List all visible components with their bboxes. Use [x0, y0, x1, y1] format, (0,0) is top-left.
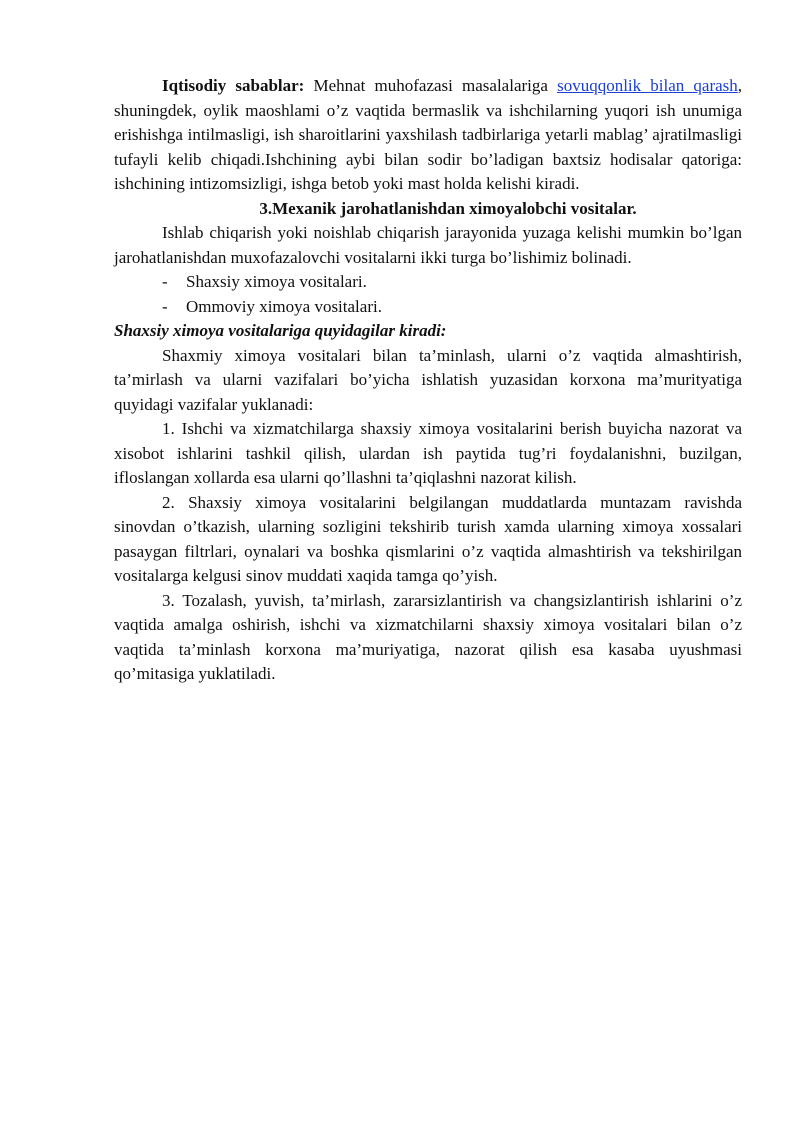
paragraph-text: , shuningdek, oylik maoshlami o’z vaqtida bermaslik va ishchilarning yuqori ish unumiga erishishga intilmasligi, ish sharoitlarini yaxshilash tadbirlariga yetarli mablag’ ajratilmasligi tufayli kelib chiqadi.Ishchining aybi bilan sodir bo’ladigan baxtsiz hodisalar qatoriga: ishchining intizomsizligi, ishga betob yoki mast holda kelishi kiradi.: [114, 76, 743, 193]
paragraph-protection-types: Ishlab chiqarish yoki noishlab chiqarish jarayonida yuzaga kelishi mumkin bo’lgan jarohatlanishdan muxofazalovchi vositalarni ikki turga bo’lishimiz bolinadi.: [114, 223, 742, 267]
numbered-item-1: 1. Ishchi va xizmatchilarga shaxsiy ximoya vositalarini berish buyicha nazorat va xisobot ishlarini tashkil qilish, ulardan ish paytida tug’ri foydalanishni, buzilgan, ifloslangan xollarda esa ularni qo’llashni ta’qiqlashni nazorat kilish.: [114, 419, 742, 487]
paragraph-duties-intro: Shaxmiy ximoya vositalari bilan ta’minlash, ularni o’z vaqtida almashtirish, ta’mirlash va ularni vazifalari bo’yicha ishlatish yuzasidan korxona ma’murityatiga quyidagi vazifalar yuklanadi:: [114, 345, 742, 414]
section-heading: 3.Mexanik jarohatlanishdan ximoyalobchi vositalar.: [259, 198, 637, 218]
list-dash: -: [162, 296, 168, 316]
numbered-item-2: 2. Shaxsiy ximoya vositalarini belgilangan muddatlarda muntazam ravishda sinovdan o’tkazish, ularning sozligini tekshirib turish xamda ularning ximoya xossalari pasaygan filtrlari, oynalari va boshka qismlarini o’z vaqtida almashtirish va tekshirilgan vositalarga kelgusi sinov muddati xaqida tamga qo’yish.: [114, 492, 742, 585]
numbered-item-3: 3. Tozalash, yuvish, ta’mirlash, zararsizlantirish va changsizlantirish ishlarini o’z vaqtida amalga oshirish, ishchi va xizmatchilarni shaxsiy ximoya vositalari bilan o’z vaqtida ta’minlash korxona ma’muriyatiga, nazorat qilish esa kasaba uyushmasi qo’mitasiga yuklatiladi.: [114, 590, 742, 683]
list-item: [114, 295, 742, 320]
list-item: [114, 270, 742, 295]
paragraph-text: Mehnat muhofazasi masalalariga: [304, 76, 558, 95]
paragraph-lead: Iqtisodiy sabablar:: [162, 76, 305, 95]
list-item-text: Shaxsiy ximoya vositalari.: [186, 272, 367, 291]
list-dash: -: [162, 272, 168, 291]
inline-link[interactable]: sovuqqonlik bilan qarash: [557, 76, 738, 95]
paragraph-economic-reasons: [114, 74, 742, 197]
subheading: Shaxsiy ximoya vositalariga quyidagilar kiradi:: [114, 321, 447, 340]
document-page: [114, 74, 742, 687]
list-item-text: Ommoviy ximoya vositalari.: [186, 296, 382, 316]
